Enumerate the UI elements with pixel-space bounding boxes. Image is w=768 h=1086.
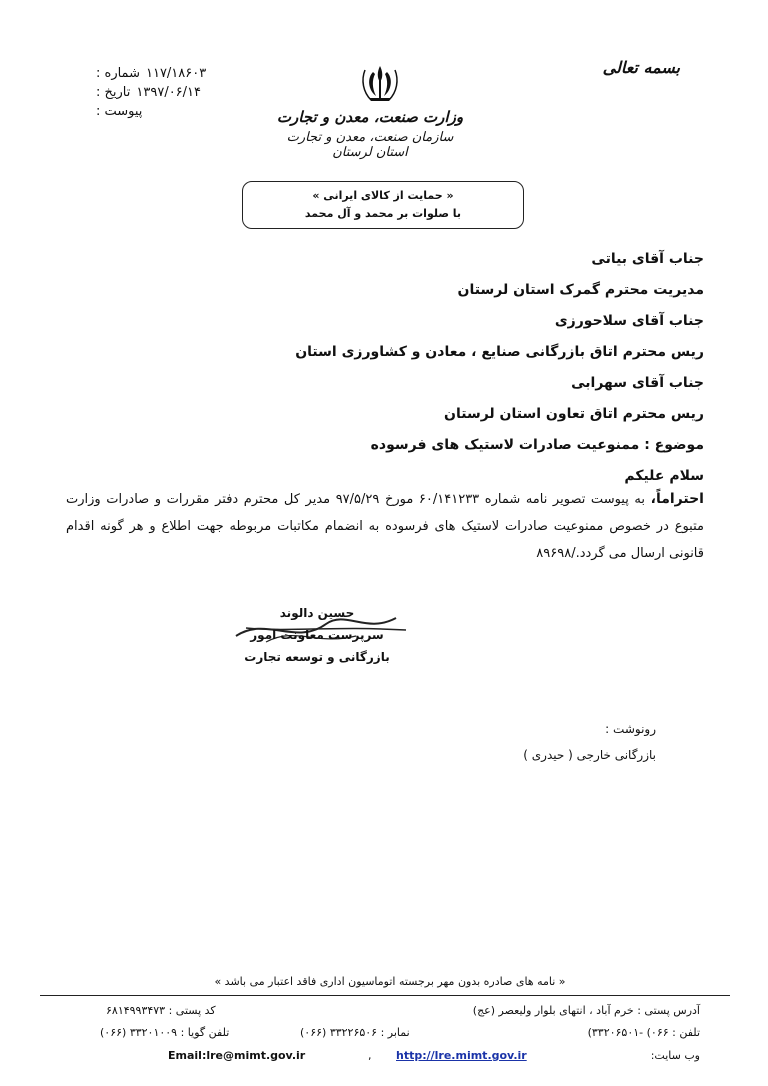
footer-separator: , [368, 1049, 372, 1062]
postal-code-value: ۶۸۱۴۹۹۳۴۷۳ [106, 1004, 166, 1017]
cc-label: رونوشت : [605, 722, 656, 736]
letter-number-value: ۱۱۷/۱۸۶۰۳ [145, 66, 207, 81]
subject-line: موضوع : ممنوعیت صادرات لاستیک های فرسوده [370, 437, 704, 453]
ministry-name: وزارت صنعت، معدن و تجارت [276, 108, 464, 126]
recipient-line: ریس محترم اتاق تعاون استان لرستان [444, 406, 704, 422]
organization-name: سازمان صنعت، معدن و تجارت استان لرستان [286, 130, 454, 160]
website-label: وب سایت: [650, 1049, 700, 1062]
cc-block [523, 716, 656, 768]
letter-meta [96, 64, 236, 121]
invocation-text: بسمه تعالی [602, 58, 680, 77]
recipient-line: جناب آقای سهرابی [571, 375, 704, 391]
signer-name: حسین دالوند [279, 606, 355, 620]
letter-date-label: تاریخ : [96, 85, 131, 100]
footer-postal-code [106, 1004, 216, 1017]
cc-line: بازرگانی خارجی ( حیدری ) [523, 748, 656, 762]
signature-block [232, 602, 402, 668]
footer-divider [40, 995, 730, 996]
letter-attachment-label: پیوست : [96, 104, 143, 119]
recipient-line: ریس محترم اتاق بازرگانی صنایع ، معادن و کشاورزی استان [295, 344, 704, 360]
address-label: آدرس پستی : [637, 1004, 700, 1017]
address-value: خرم آباد ، انتهای بلوار ولیعصر (عج) [472, 1004, 634, 1017]
letter-number-row [96, 64, 236, 83]
website-link[interactable]: http://lre.mimt.gov.ir [396, 1049, 527, 1062]
letter-number-label: شماره : [96, 66, 140, 81]
recipient-line: جناب آقای بیاتی [591, 251, 704, 267]
letter-date-row [96, 83, 236, 102]
footer-website-label-wrap [651, 1049, 700, 1062]
signer-title: سرپرست معاونت امور [250, 628, 384, 642]
iran-emblem-icon [355, 62, 405, 107]
email-address[interactable]: Email:lre@mimt.gov.ir [168, 1049, 306, 1062]
slogan-line-1: « حمایت از کالای ایرانی » [312, 189, 454, 202]
recipient-block [64, 248, 704, 496]
phone-label: تلفن : [672, 1026, 700, 1039]
letter-body [66, 486, 704, 567]
fax-value: ۳۳۲۲۶۵۰۶ (۰۶۶) [300, 1026, 378, 1039]
slogan-box [242, 181, 524, 229]
ivr-label: تلفن گویا : [180, 1026, 230, 1039]
letter-date-value: ۱۳۹۷/۰۶/۱۴ [136, 85, 202, 100]
footer-address [473, 1004, 700, 1017]
ministry-heading [270, 108, 470, 160]
fax-label: نمابر : [380, 1026, 410, 1039]
body-lead: احتراماً، [650, 491, 704, 507]
ivr-value: ۳۳۲۰۱۰۰۹ (۰۶۶) [100, 1026, 178, 1039]
footer-ivr-phone [100, 1026, 229, 1039]
phone-value: ۰۶۶) -۳۳۲۰۶۵۰۱) [587, 1026, 669, 1039]
slogan-line-2: با صلوات بر محمد و آل محمد [304, 207, 462, 220]
recipient-line: مدیریت محترم گمرک استان لرستان [457, 282, 704, 298]
footer-notice: « نامه های صادره بدون مهر برجسته اتوماسیون اداری فاقد اعتبار می باشد » [214, 975, 566, 988]
greeting-line: سلام علیکم [624, 468, 704, 484]
letter-attachment-row [96, 102, 236, 121]
footer-fax [300, 1026, 410, 1039]
footer-phone [588, 1026, 700, 1039]
recipient-line: جناب آقای سلاحورزی [554, 313, 704, 329]
postal-code-label: کد پستی : [168, 1004, 216, 1017]
signer-title-2: بازرگانی و توسعه تجارت [244, 650, 390, 664]
body-text: به پیوست تصویر نامه شماره ۶۰/۱۴۱۲۳۳ مورخ ۹۷/۵/۲۹ مدیر کل محترم دفتر مقررات و صادرات وزارت متبوع در خصوص ممنوعیت صادرات لاستیک های فرسوده به انضمام مکاتبات مربوطه جهت اطلاع و هر گونه اقدام قانونی ارسال می گردد./۸۹۶۹۸ [66, 492, 704, 561]
